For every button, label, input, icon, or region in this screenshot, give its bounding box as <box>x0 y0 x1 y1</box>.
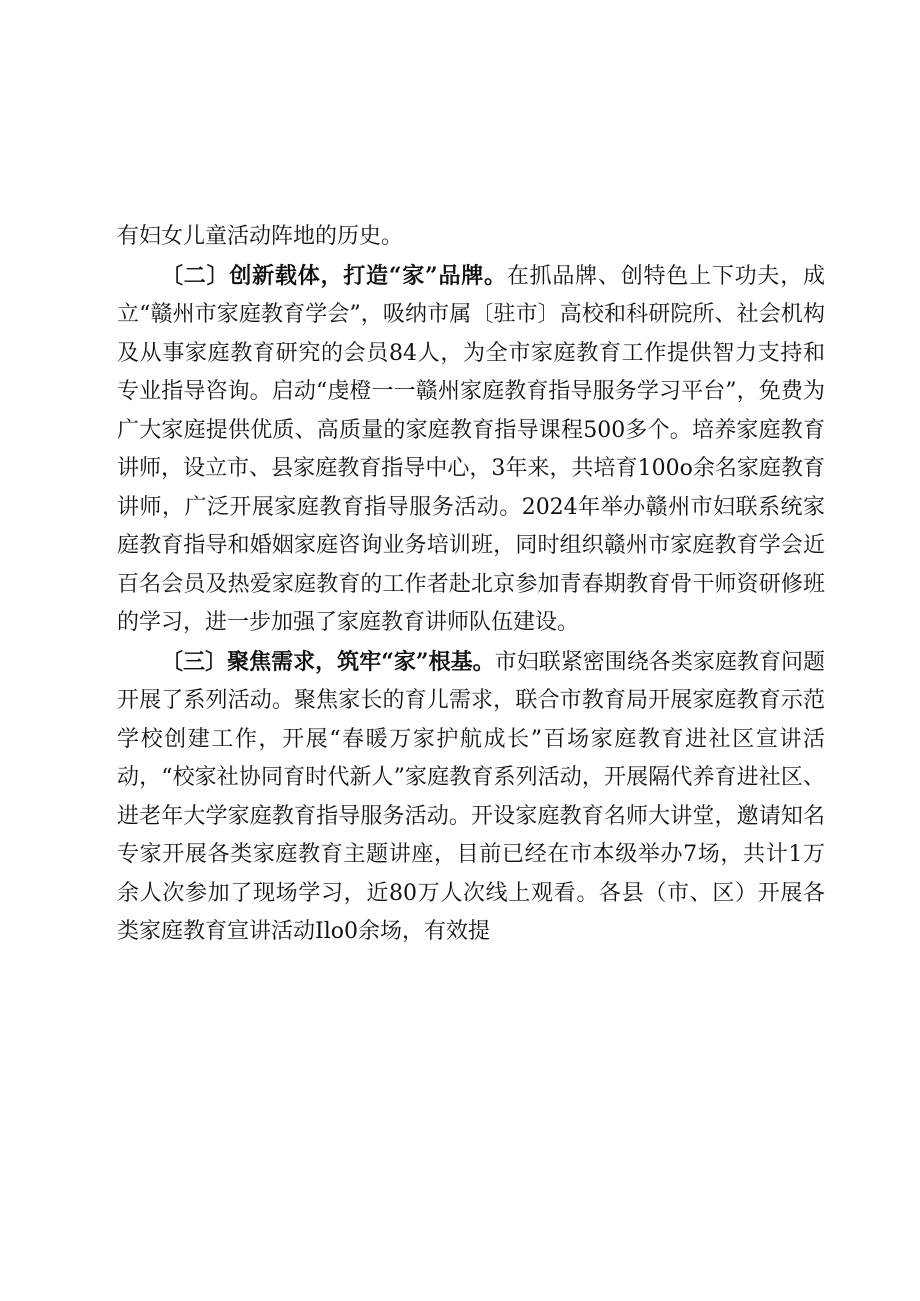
paragraph-section-2 <box>117 257 825 643</box>
section-heading: 〔二〕创新载体，打造“家”品牌。 <box>161 262 507 289</box>
paragraph-continuation <box>117 218 825 257</box>
paragraph-body: 在抓品牌、创特色上下功夫，成立“赣州市家庭教育学会”，吸纳市属〔驻市〕高校和科研院所、社会机构及从事家庭教育研究的会员84人，为全市家庭教育工作提供智力支持和专业指导咨询。启动“虔橙一一赣州家庭教育指导服务学习平台”，免费为广大家庭提供优质、高质量的家庭教育指导课程500多个。培养家庭教育讲师，设立市、县家庭教育指导中心，3年来，共培育100o余名家庭教育讲师，广泛开展家庭教育指导服务活动。2024年举办赣州市妇联系统家庭教育指导和婚姻家庭咨询业务培训班，同时组织赣州市家庭教育学会近百名会员及热爱家庭教育的工作者赴北京参加青春期教育骨干师资研修班的学习，进一步加强了家庭教育讲师队伍建设。 <box>117 263 825 635</box>
paragraph-section-3 <box>117 643 825 952</box>
paragraph-body: 市妇联紧密围绕各类家庭教育问题开展了系列活动。聚焦家长的育儿需求，联合市教育局开展家庭教育示范学校创建工作，开展“春暖万家护航成长”百场家庭教育进社区宣讲活动，“校家社协同育时代新人”家庭教育系列活动，开展隔代养育进社区、进老年大学家庭教育指导服务活动。开设家庭教育名师大讲堂，邀请知名专家开展各类家庭教育主题讲座，目前已经在市本级举办7场，共计1万余人次参加了现场学习，近80万人次线上观看。各县（市、区）开展各类家庭教育宣讲活动Ilo0余场，有效提 <box>117 649 825 944</box>
paragraph-body: 有妇女儿童活动阵地的历史。 <box>117 224 404 249</box>
body-text <box>117 218 825 952</box>
section-heading: 〔三〕聚焦需求，筑牢“家”根基。 <box>161 648 495 675</box>
